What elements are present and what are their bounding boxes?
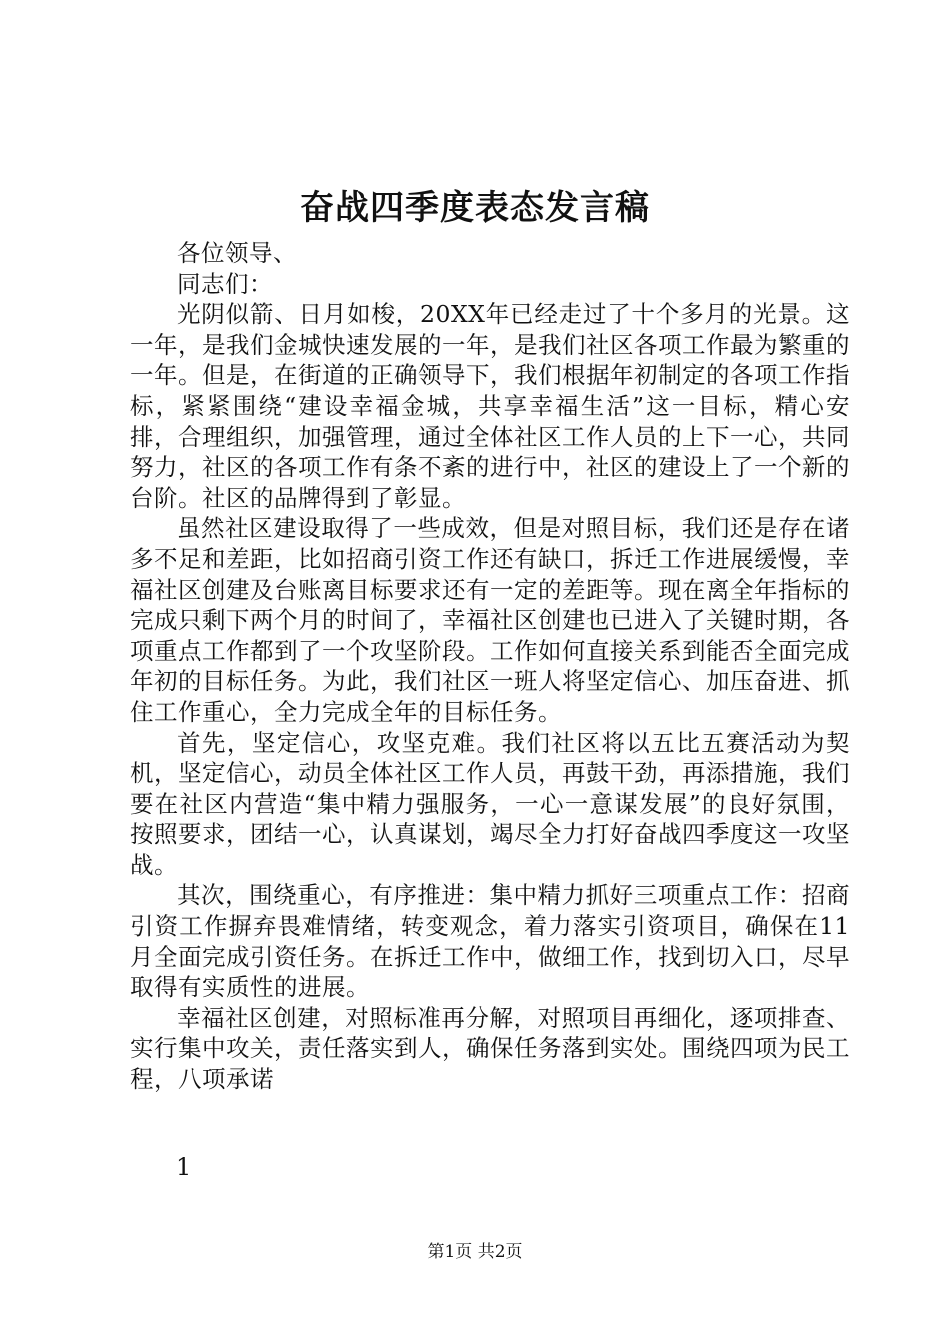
salutation-comrades: 同志们： (177, 269, 273, 298)
paragraph-intro: 光阴似箭、日月如梭，20XX年已经走过了十个多月的光景。这一年，是我们金城快速发展的一年，是我们社区各项工作最为繁重的一年。但是，在街道的正确领导下，我们根据年初制定的各项工作指标，紧紧围绕“建设幸福金城，共享幸福生活”这一目标，精心安排，合理组织，加强管理，通过全体社区工作人员的上下一心，共同努力，社区的各项工作有条不紊的进行中，社区的建设上了一个新的台阶。社区的品牌得到了彰显。 (130, 300, 850, 512)
paragraph-first: 首先，坚定信心，攻坚克难。我们社区将以五比五赛活动为契机，坚定信心，动员全体社区工作人员，再鼓干劲，再添措施，我们要在社区内营造“集中精力强服务，一心一意谋发展”的良好氛围，按照要求，团结一心，认真谋划，竭尽全力打好奋战四季度这一攻坚战。 (130, 728, 850, 879)
document-body (130, 238, 850, 1095)
paragraph-second: 其次，围绕重心，有序推进：集中精力抓好三项重点工作：招商引资工作摒弃畏难情绪，转变观念，着力落实引资项目，确保在11月全面完成引资任务。在拆迁工作中，做细工作，找到切入口，尽早取得有实质性的进展。 (130, 881, 850, 1002)
salutation-leaders: 各位领导、 (177, 239, 297, 267)
page-footer: 第1页 共2页 (427, 1242, 523, 1262)
page-number-marker: 1 (176, 1153, 192, 1181)
document-title: 奋战四季度表态发言稿 (300, 188, 650, 228)
paragraph-happy-community: 幸福社区创建，对照标准再分解，对照项目再细化，逐项排查、实行集中攻关，责任落实到人，确保任务落到实处。围绕四项为民工程，八项承诺 (130, 1003, 850, 1094)
paragraph-shortcomings: 虽然社区建设取得了一些成效，但是对照目标，我们还是存在诸多不足和差距，比如招商引资工作还有缺口，拆迁工作进展缓慢，幸福社区创建及台账离目标要求还有一定的差距等。现在离全年指标的完成只剩下两个月的时间了，幸福社区创建也已进入了关键时期，各项重点工作都到了一个攻坚阶段。工作如何直接关系到能否全面完成年初的目标任务。为此，我们社区一班人将坚定信心、加压奋进、抓住工作重心，全力完成全年的目标任务。 (130, 514, 850, 726)
